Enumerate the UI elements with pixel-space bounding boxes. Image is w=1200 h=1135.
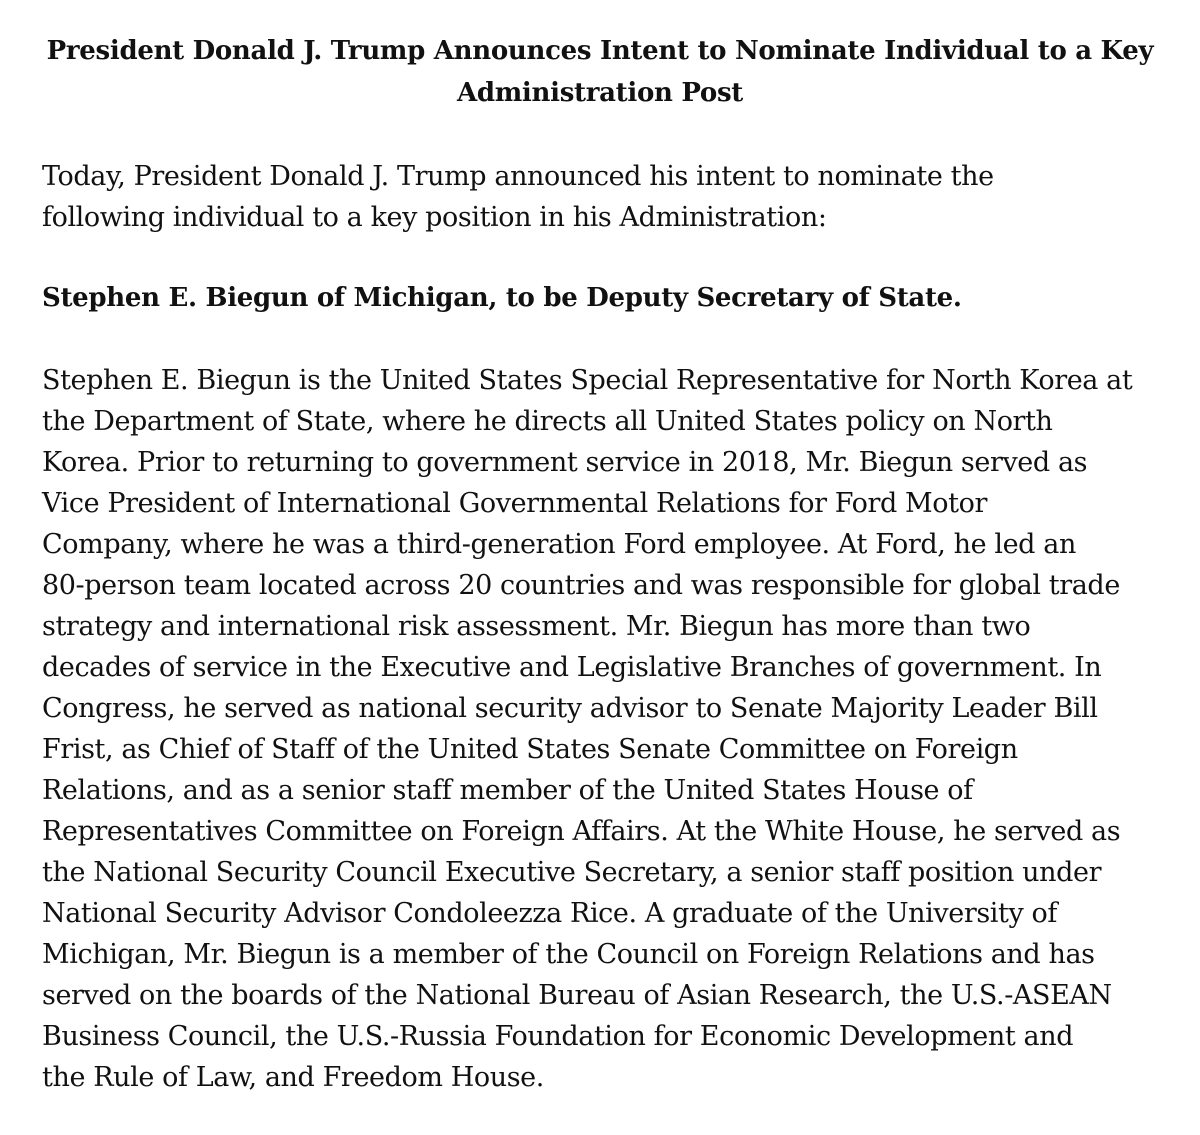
title-line-1: President Donald J. Trump Announces Intent to Nominate Individual to a Key (46, 36, 1154, 66)
bio-line: Relations, and as a senior staff member of the United States House of (42, 775, 973, 806)
intro-line-2: following individual to a key position in his Administration: (42, 202, 827, 233)
bio-line: Frist, as Chief of Staff of the United States Senate Committee on Foreign (42, 734, 1018, 765)
bio-line: Michigan, Mr. Biegun is a member of the Council on Foreign Relations and has (42, 939, 1095, 970)
bio-line: 80-person team located across 20 countries and was responsible for global trade (42, 570, 1120, 601)
bio-line: the Department of State, where he directs all United States policy on North (42, 406, 1053, 437)
bio-line: the National Security Council Executive Secretary, a senior staff position under (42, 857, 1102, 888)
bio-line: Korea. Prior to returning to government service in 2018, Mr. Biegun served as (42, 447, 1088, 478)
bio-line: Stephen E. Biegun is the United States Special Representative for North Korea at (42, 365, 1133, 396)
title-line-2: Administration Post (456, 78, 744, 108)
intro-paragraph (42, 156, 1158, 238)
document-title (42, 30, 1158, 114)
bio-line: Company, where he was a third-generation Ford employee. At Ford, he led an (42, 529, 1076, 560)
bio-line: Vice President of International Governmental Relations for Ford Motor (42, 488, 987, 519)
bio-line: Congress, he served as national security advisor to Senate Majority Leader Bill (42, 693, 1098, 724)
bio-line: National Security Advisor Condoleezza Rice. A graduate of the University of (42, 898, 1057, 929)
bio-line: strategy and international risk assessment. Mr. Biegun has more than two (42, 611, 1031, 642)
bio-line: served on the boards of the National Bureau of Asian Research, the U.S.-ASEAN (42, 980, 1112, 1011)
biography-paragraph (42, 360, 1158, 1098)
nominee-statement: Stephen E. Biegun of Michigan, to be Deputy Secretary of State. (42, 283, 962, 313)
bio-line: Business Council, the U.S.-Russia Foundation for Economic Development and (42, 1021, 1074, 1052)
bio-line: decades of service in the Executive and Legislative Branches of government. In (42, 652, 1102, 683)
bio-line: the Rule of Law, and Freedom House. (42, 1062, 544, 1093)
intro-line-1: Today, President Donald J. Trump announced his intent to nominate the (42, 161, 994, 192)
bio-line: Representatives Committee on Foreign Affairs. At the White House, he served as (42, 816, 1121, 847)
